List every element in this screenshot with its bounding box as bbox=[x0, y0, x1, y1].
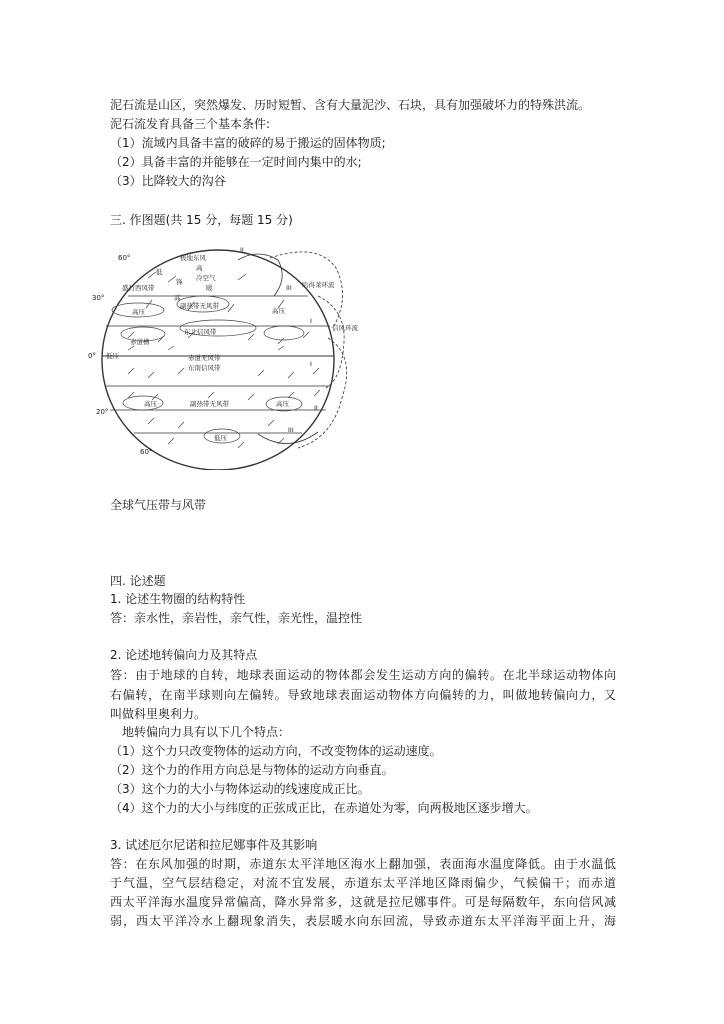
lat-label-60n: 60° bbox=[118, 254, 131, 262]
intro-definition: 泥石流是山区，突然爆发、历时短暂、含有大量泥沙、石块，具有加强破坏力的特殊洪流。 bbox=[110, 98, 591, 112]
label-cell-ii: II bbox=[240, 246, 244, 254]
figure-caption: 全球气压带与风带 bbox=[110, 498, 207, 512]
answer-2-line-3: 叫做科里奥利力。 bbox=[110, 707, 207, 721]
feature-2: （2）这个力的作用方向总是与物体的运动方向垂直。 bbox=[110, 763, 394, 777]
feature-3: （3）这个力的大小与物体运动的线速度成正比。 bbox=[110, 782, 370, 796]
lat-label-equator: 0° bbox=[88, 352, 96, 360]
label-se-trade: 东南信风带 bbox=[188, 364, 221, 372]
label-front: 锋 bbox=[176, 278, 183, 286]
label-doldrum: 赤道槽 bbox=[130, 338, 150, 346]
label-low-s: 低压 bbox=[214, 434, 227, 442]
label-monsoon: 信风环流 bbox=[332, 324, 358, 332]
label-cold-air: 冷空气 bbox=[196, 274, 216, 282]
label-hadley: 哈得莱环流 bbox=[302, 281, 335, 289]
answer-1: 答：亲水性，亲岩性，亲气性，亲光性，温控性 bbox=[110, 611, 363, 625]
label-westerly: 盛行西风带 bbox=[122, 284, 155, 292]
wind-strokes bbox=[128, 272, 320, 448]
lat-label-30n: 30° bbox=[92, 294, 105, 302]
label-equatorial-calm: 赤道无风带 bbox=[188, 354, 221, 362]
question-3: 3. 试述厄尔尼诺和拉尼娜事件及其影响 bbox=[110, 838, 318, 852]
label-high2: 高 bbox=[174, 294, 181, 302]
label-cell-i2: I bbox=[310, 360, 312, 368]
answer-2-line-4: 地转偏向力具有以下几个特点： bbox=[122, 725, 291, 739]
answer-2-line-2: 右偏转，在南半球则向左偏转。导致地球表面运动物体方向偏转的力，叫做地转偏向力，又 bbox=[110, 688, 616, 702]
feature-4: （4）这个力的大小与纬度的正弦成正比，在赤道处为零，向两极地区逐步增大。 bbox=[110, 801, 538, 815]
label-low-pressure: 低压 bbox=[106, 352, 119, 360]
condition-1: （1）流域内具备丰富的破碎的易于搬运的固体物质; bbox=[110, 136, 386, 150]
lat-label-20s: 20° bbox=[96, 408, 109, 416]
label-warm-air: 暖 bbox=[206, 284, 213, 292]
label-ne-trade: 东北信风带 bbox=[184, 328, 217, 336]
label-high-pressure-s: 高压 bbox=[144, 400, 157, 408]
label-low: 低 bbox=[156, 268, 163, 276]
label-subtropical-high-s: 副热带无风带 bbox=[190, 400, 229, 408]
feature-1: （1）这个力只改变物体的运动方向，不改变物体的运动速度。 bbox=[110, 744, 442, 758]
high-pressure-s-ellipse bbox=[123, 396, 163, 410]
high-pressure-r-ellipse bbox=[264, 326, 304, 340]
answer-3-line-3: 西太平洋海水温度异常偏高，降水异常多，这就是拉尼娜事件。可是每隔数年，东向信风减 bbox=[110, 895, 616, 909]
label-cell-iii2: III bbox=[288, 426, 294, 434]
question-2: 2. 论述地转偏向力及其特点 bbox=[110, 648, 258, 662]
answer-3-line-4: 弱，西太平洋冷水上翻现象消失，表层暖水向东回流，导致赤道东太平洋海平面上升，海 bbox=[110, 914, 616, 928]
answer-3-line-2: 于气温，空气层结稳定，对流不宜发展，赤道东太平洋地区降雨偏少，气候偏干；而赤道 bbox=[110, 876, 616, 890]
label-polar-east: 极地东风 bbox=[180, 254, 206, 262]
section4-heading: 四. 论述题 bbox=[110, 574, 166, 588]
label-cell-ii2: II bbox=[314, 404, 318, 412]
question-1: 1. 论述生物圈的结构特性 bbox=[110, 592, 246, 606]
label-high-pressure: 高压 bbox=[132, 308, 145, 316]
condition-3: （3）比降较大的沟谷 bbox=[110, 174, 226, 188]
label-cell-i: I bbox=[310, 317, 312, 325]
lat-label-60s: 60° bbox=[140, 448, 153, 456]
label-high-pressure-s2: 高压 bbox=[276, 400, 289, 408]
answer-2-line-1: 答：由于地球的自转，地球表面运动的物体都会发生运动方向的偏转。在北半球运动物体向 bbox=[110, 668, 616, 682]
label-subtropical-high-n: 副热带无风带 bbox=[180, 302, 219, 310]
label-high: 高 bbox=[196, 264, 203, 272]
section3-heading: 三. 作图题(共 15 分，每题 15 分) bbox=[110, 213, 293, 227]
label-high-pressure-r: 高压 bbox=[272, 307, 285, 315]
condition-2: （2）具备丰富的并能够在一定时间内集中的水; bbox=[110, 155, 362, 169]
answer-3-line-1: 答：在东风加强的时期，赤道东太平洋地区海水上翻加强，表面海水温度降低。由于水温低 bbox=[110, 857, 616, 871]
label-cell-iii: III bbox=[286, 284, 292, 292]
intro-conditions-title: 泥石流发育具备三个基本条件: bbox=[110, 117, 271, 131]
pressure-wind-belt-diagram bbox=[88, 238, 358, 470]
